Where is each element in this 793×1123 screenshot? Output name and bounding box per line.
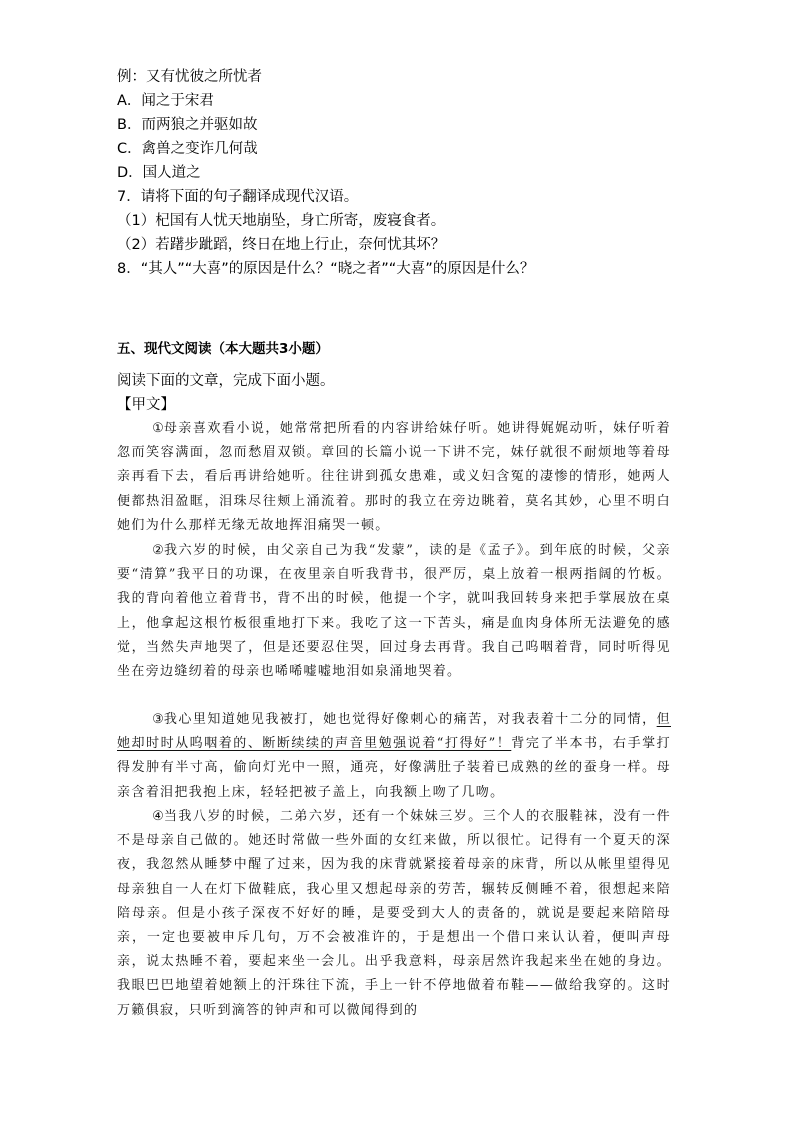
section-heading: 五、现代文阅读（本大题共3小题） xyxy=(117,341,329,357)
passage-subheading: 【甲文】 xyxy=(117,397,175,413)
paragraph-number: ① xyxy=(152,421,164,436)
question-8: 8．“其人”“大喜”的原因是什么？“晓之者”“大喜”的原因是什么？ xyxy=(117,261,535,277)
paragraph-text: 我六岁的时候，由父亲自己为我“发蒙”，读的是《孟子》。到年底的时候，父亲要“清算”我平日的功课，在夜里亲自听我背书，很严厉，桌上放着一根两指阔的竹板。我的背向着他立着背书，背不出的时候，他提一个字，就叫我回转身来把手掌展放在桌上，他拿起这根竹板很重地打下来。我吃了这一下苦头，痛是血肉身体所无法避免的感觉，当然失声地哭了，但是还要忍住哭，回过身去再背。我自己呜咽着背，同时听得见坐在旁边缝纫着的母亲也唏唏嘘嘘地泪如泉涌地哭着。 xyxy=(117,543,671,680)
paragraph-number: ③ xyxy=(152,712,164,727)
paragraph-number: ② xyxy=(152,543,165,558)
option-b: B．而两狼之并驱如故 xyxy=(117,117,258,133)
passage-paragraph-2 xyxy=(117,539,671,684)
paragraph-number: ④ xyxy=(152,809,164,824)
paragraph-text: 母亲喜欢看小说，她常常把所看的内容讲给妹仔听。她讲得娓娓动听，妹仔听着忽而笑容满面，忽而愁眉双锁。章回的长篇小说一下讲不完，妹仔就很不耐烦地等着母亲再看下去，看后再讲给她听。往往讲到孤女患难，或义妇含冤的凄惨的情形，她两人便都热泪盈眶，泪珠尽往颊上涌流着。那时的我立在旁边眺着，莫名其妙，心里不明白她们为什么那样无缘无故地挥泪痛哭一顿。 xyxy=(117,421,671,533)
passage-paragraph-4 xyxy=(117,805,671,1023)
passage-paragraph-3 xyxy=(117,708,671,805)
option-c: C．禽兽之变诈几何哉 xyxy=(117,141,258,157)
paragraph-text: 我心里知道她见我被打，她也觉得好像刺心的痛苦，对我表着十二分的同情， xyxy=(163,712,657,727)
question-7-item-1: （1）杞国有人忧天地崩坠，身亡所寄，废寝食者。 xyxy=(117,213,446,229)
passage-paragraph-1 xyxy=(117,417,671,538)
question-7-prompt: 7．请将下面的句子翻译成现代汉语。 xyxy=(117,189,359,205)
example-line: 例：又有忧彼之所忧者 xyxy=(117,69,262,85)
question-7-item-2: （2）若躇步跐蹈，终日在地上行止，奈何忧其坏？ xyxy=(117,237,446,253)
option-a: A．闻之于宋君 xyxy=(117,93,214,109)
paragraph-text: 背完了半本书，右手掌打得发肿有半寸高，偷向灯光中一照，通亮，好像满肚子装着已成熟的丝的蚕身一样。母亲含着泪把我抱上床，轻轻把被子盖上，向我额上吻了几吻。 xyxy=(117,736,672,800)
option-d: D．国人道之 xyxy=(117,165,201,181)
reading-instruction: 阅读下面的文章，完成下面小题。 xyxy=(117,373,335,389)
underlined-sentence: 但她却时时从呜咽着的、断断续续的声音里勉强说着“打得好”！ xyxy=(117,712,671,752)
paragraph-text: 当我八岁的时候，二弟六岁，还有一个妹妹三岁。三个人的衣服鞋袜，没有一件不是母亲自己做的。她还时常做一些外面的女红来做，所以很忙。记得有一个夏天的深夜，我忽然从睡梦中醒了过来，因为我的床背就紧接着母亲的床背，所以从帐里望得见母亲独自一人在灯下做鞋底，我心里又想起母亲的劳苦，辗转反侧睡不着，很想起来陪陪母亲。但是小孩子深夜不好好的睡，是要受到大人的责备的，就说是要起来陪陪母亲，一定也要被申斥几句，万不会被准许的，于是想出一个借口来认认着，便叫声母亲，说太热睡不着，要起来坐一会儿。出乎我意料，母亲居然许我起来坐在她的身边。我眼巴巴地望着她额上的汗珠往下流，手上一针不停地做着布鞋——做给我穿的。这时万籁俱寂，只听到滴答的钟声和可以微闻得到的 xyxy=(117,809,671,1018)
